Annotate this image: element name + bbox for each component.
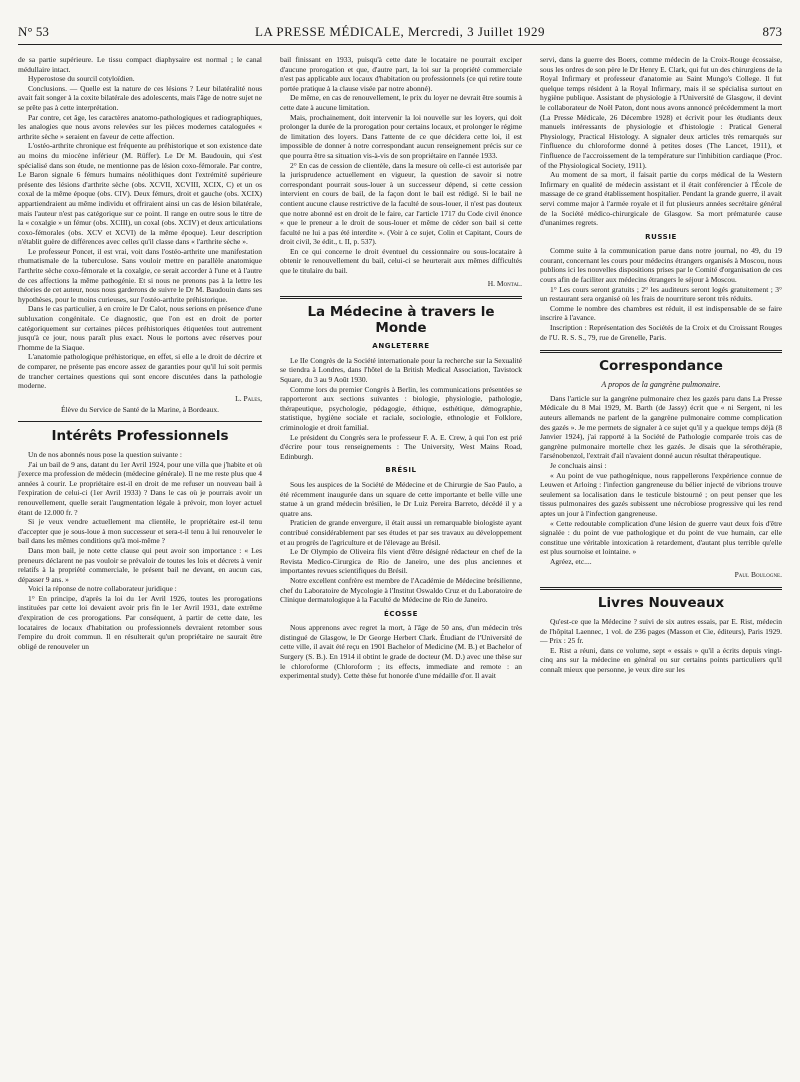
paragraph: L'anatomie pathologique préhistorique, en effet, si elle a le droit de décrire et de comparer, ne présente pas encore assez de garanties pour qu'il lui soit permis de trancher certaines questions qui sont encore discutées dans la pathologie moderne. (18, 352, 262, 391)
column-2 (280, 55, 522, 681)
country-heading-angleterre: ANGLETERRE (372, 342, 430, 351)
column-3 (540, 55, 782, 675)
paragraph: 1° En principe, d'après la loi du 1er Avril 1926, toutes les prorogations instituées par cette loi devaient avoir pris fin le 1er Avril 1931, date extrême d'expiration de ces prorogations. Par conséquent, à partir de cette date, les locataires de locaux d'habitation ou professionnels devraient retomber sous l'empire du droit commun. Il en résulterait qu'un propriétaire ne saurait être obligé de renouveler un (18, 593, 262, 651)
paragraph: Si je veux vendre actuellement ma clientèle, le propriétaire est-il tenu d'accepter que je sous-loue à mon successeur et sera-t-il tenu à lui renouveler le bail dans les mêmes conditions qu'à moi-même ? (18, 517, 262, 546)
paragraph: Le IIe Congrès de la Société internationale pour la recherche sur la Sexualité se tiendra à Londres, dans l'hôtel de la British Medical Association, Tavistock Square, du 3 au 9 Août 1930. (280, 355, 522, 385)
paragraph: Par contre, cet âge, les caractères anatomo-pathologiques et radiographiques, les analogies que nous avons relevées sur les pièces modernes cataloguées « arthrite sèche » seraient en faveur de cette affection. (18, 112, 262, 141)
paragraph: 2° En cas de cession de clientèle, dans la mesure où celle-ci est autorisée par la jurisprudence actuellement en vigueur, la question de savoir si notre correspondant pourrait sous-louer à un successeur dépend, si cette cession intervient en cours de bail, de la façon dont le bail est rédigé. Si le bail ne contient aucune clause restrictive de la faculté de sous-louer, il n'est pas douteux que notre abonné est en droit de le faire, car l'article 1717 du Code civil énonce « que le preneur a le droit de sous-louer et même de céder son bail si cette faculté ne lui a pas été interdite ». (Voir à ce sujet, Colin et Capitant, Cours de droit civil, 3e édit., t. II, p. 537). (280, 160, 522, 247)
section-title-interets: Intérêts Professionnels (51, 427, 229, 444)
paragraph: Qu'est-ce que la Médecine ? suivi de six autres essais, par E. Rist, médecin de l'hôpital Laennec, 1 vol. de 236 pages (Masson et Cie, éditeurs), Paris 1929. — Prix : 25 fr. (540, 617, 782, 646)
paragraph: servi, dans la guerre des Boers, comme médecin de la Croix-Rouge écossaise, sous les ordres de son père le Dr Henry E. Clark, qui fut un des chirurgiens de la Royal Infirmary et professeur d'anatomie au Saint Mungo's College. Il fut quelque temps résident à la Royal Infirmary, mais il se spécialisa surtout en hygiène publique. Assistant de physiologie à l'Université de Glasgow, il devint le collaborateur de Noël Paton, dont nous avons annoncé précédemment la mort (La Presse Médicale, 26 Décembre 1928) et écrivit pour les étudiants deux manuels intéressants de physiologie et d'histologie : Pratical General Physiology, Practical Histology. A signaler deux articles très remarqués sur l'influence du chloroforme donné à petites doses (The Lancet, 1911), et l'influence de l'accroissement de la température sur l'inhibition cardiaque (Proc. of the Physiological Society, 1911). (540, 55, 782, 170)
paragraph: L'ostéo-arthrite chronique est fréquente au préhistorique et son existence date au moins du miocène inférieur (M. Rüffer). Le Dr M. Baudouin, qui s'est spécialisé dans son étude, ne mentionne pas de lésion coxo-fémorale. Par contre, Le Baron signale 6 fémurs humains néolithiques dont l'extrémité supérieure présente des lésions d'arthrite sèche (obs. XCVII, XCVIII, XCIX, C) et un os coxal de la même époque (obs. CIV). Deux fémurs, droit et gauche (obs. XCIX) appartiendraient au même individu et offriraient ainsi un cas de lésion bilatérale, mais l'auteur n'est pas catégorique sur ce point. Il range en outre sous le titre de la « coxalgie » un fémur (obs. XCIII), un coxal (obs. XCIV) et deux articulations coxo-fémorales (obs. XCV et XCVI) de la même époque). Leur description n'établit guère de différences avec celles qu'il classe dans « l'arthrite sèche ». (18, 141, 262, 247)
author-signature: Paul Boulogne. (734, 569, 782, 579)
paragraph: Dans le cas particulier, à en croire le Dr Calot, nous serions en présence d'une subluxation congénitale. Ce diagnostic, que l'on est en droit de porter catégoriquement sur certaines pièces préhistoriques étiquetées tout autrement jusqu'à ce jour, nous paraît plus exact. Nous le portons avec réserves pour l'homme de la Siaque. (18, 304, 262, 352)
paragraph: Voici la réponse de notre collaborateur juridique : (28, 584, 177, 594)
page-number: 873 (762, 24, 782, 39)
paragraph: Comme suite à la communication parue dans notre journal, no 49, du 19 courant, concernant les cours pour médecins étrangers organisés à Moscou, nous publions ici les nouvelles dispositions prises par le Comité d'organisation de ces cours afin de faciliter aux médecins étrangers le séjour à Moscou. (540, 246, 782, 285)
paragraph: Comme le nombre des chambres est réduit, il est indispensable de se faire inscrire à l'avance. (540, 303, 782, 323)
paragraph: J'ai un bail de 9 ans, datant du 1er Avril 1924, pour une villa que j'habite et où j'exerce ma profession de médecin (médecine générale). Il ne me reste plus que 4 années à courir. Le propriétaire est-il en droit de me refuser un nouveau bail à l'expiration de celui-ci (1er Avril 1933) ? Dans le cas où je pourrais avoir un renouvellement, quelle serait l'augmentation légale à prévoir, mon loyer actuel étant de 12.000 fr. ? (18, 459, 262, 517)
paragraph: Agréez, etc.... (550, 556, 592, 566)
paragraph: Sous les auspices de la Société de Médecine et de Chirurgie de Sao Paulo, a été récemment inaugurée dans un square de cette importante et belle ville une statue à un grand médecin brésilien, le Dr Luiz Pereira Barreto, décédé il y a quatre ans. (280, 479, 522, 518)
paragraph: Hyperostose du sourcil cotyloïdien. (28, 74, 135, 84)
divider (18, 421, 262, 422)
paragraph: Mais, prochainement, doit intervenir la loi nouvelle sur les loyers, qui doit prolonger la durée de la prorogation pour certains locaux, et prolonger le régime de limitation des loyers. Dans l'attente de ce que décidera cette loi, il est impossible de donner à notre correspondant aucun renseignement précis sur ce que pourra être sa situation vis-à-vis de son propriétaire en l'année 1933. (280, 112, 522, 160)
paragraph: Nous apprenons avec regret la mort, à l'âge de 50 ans, d'un médecin très distingué de Glasgow, le Dr George Herbert Clark. Étudiant de l'Université de cette ville, il avait été reçu en 1901 Bachelor of Medicine (M. B.) et Bachelor of Surgery (S. B.). En 1914 il obtint le grade de docteur (M. D.) avec une thèse sur le chloroforme (Chloroform ; its effects, immediate and remote : an experimental study). Cette thèse fut honorée d'une médaille d'or. Il avait (280, 623, 522, 681)
paragraph: Inscription : Représentation des Sociétés de la Croix et du Croissant Rouges de l'U. R. S. S., 79, rue de Grenelle, Paris. (540, 323, 782, 342)
paragraph: En ce qui concerne le droit éventuel du cessionnaire ou sous-locataire à obtenir le renouvellement du bail, celui-ci se heurterait aux mêmes difficultés que le titulaire du bail. (280, 246, 522, 276)
paragraph: Le professeur Poncet, il est vrai, voit dans l'ostéo-arthrite une manifestation rhumatismale de la tuberculose. Sans vouloir mettre en parallèle anatomique l'arthrite sèche coxo-fémorale et la coxalgie, ce serait accorder à l'une et à l'autre de ces affections la même pathogénie. Et si nous ne prenons pas à la lettre les théories de cet auteur, nous nous garderons de suivre le Dr M. Baudouin dans ses hypothèses, pour le moins curieuses, sur l'ostéo-arthrite préhistorique. (18, 246, 262, 304)
author-affiliation: Élève du Service de Santé de la Marine, à Bordeaux. (60, 405, 220, 415)
country-heading-bresil: BRÉSIL (385, 466, 417, 475)
paragraph: Je concluais ainsi : (550, 460, 607, 470)
paragraph: Praticien de grande envergure, il était aussi un remarquable biologiste ayant contribué considérablement par ses études et par ses travaux au développement et au progrès de l'agriculture et de l'élevage au Brésil. (280, 518, 522, 547)
paragraph: Le Dr Olympio de Oliveira fils vient d'être désigné rédacteur en chef de la Revista Medico-Cirurgica de Rio de Janeiro, une des plus anciennes et importantes revues scientifiques du Brésil. (280, 547, 522, 576)
paragraph: de sa partie supérieure. Le tissu compact diaphysaire est normal ; le canal médullaire intact. (18, 55, 262, 74)
country-heading-russie: RUSSIE (645, 232, 677, 241)
paragraph: 1° Les cours seront gratuits ; 2° les auditeurs seront logés gratuitement ; 3° un restaurant sera organisé où les frais de nourriture seront très réduits. (540, 284, 782, 304)
paragraph: Notre excellent confrère est membre de l'Académie de Médecine brésilienne, chef du Laboratoire de Mycologie à l'Institut Oswaldo Cruz et du Laboratoire de Clinique dermatologique à la Faculté de Médecine de Rio de Janeiro. (280, 575, 522, 605)
section-title-medecine-monde: La Médecine à travers le Monde (307, 304, 495, 337)
paragraph: Comme lors du premier Congrès à Berlin, les communications présentées se rapporteront aux sections suivantes : biologie, physiologie, pathologie, thérapeutique, psychologie, pédagogie, éthique, esthétique, démographie, statistique, hygiène sociale et raciale, sociologie, ethnologie et Folklore, criminologie et droit familial. (280, 384, 522, 432)
paragraph: Dans mon bail, je note cette clause qui peut avoir son importance : « Les preneurs déclarent ne pas vouloir se prévaloir de toutes les lois et décrets à venir relatifs à la propriété commerciale, le présent bail ne devant, en aucun cas, dépasser 9 ans. » (18, 545, 262, 584)
author-signature: H. Montal. (487, 278, 522, 288)
section-title-correspondance: Correspondance (599, 358, 723, 375)
country-heading-ecosse: ÉCOSSE (383, 609, 419, 618)
paragraph: « Cette redoutable complication d'une lésion de guerre vaut deux fois d'être signalée : du point de vue pathologique et du point de vue humain, car elle constitue une véritable intoxication à retardement, d'autant plus terrible qu'elle est plus sournoise et lointaine. » (540, 518, 782, 557)
paragraph: Le président du Congrès sera le professeur F. A. E. Crew, à qui l'on est prié d'écrire pour tous renseignements : The University, West Mains Road, Edinburgh. (280, 432, 522, 461)
paragraph: « Au point de vue pathogénique, nous rappellerons l'expérience connue de Leuwen et Arloing : l'infection gangreneuse du bélier injecté de vibrions trouve seulement sa localisation dans le testicule bistourné ; on peut penser que les tissus pulmonaires des gazés subissent une nécrobiose progressive qui les rend aptes un jour à l'infection gangreneuse. (540, 470, 782, 518)
page-header (18, 24, 782, 45)
publication-title: LA PRESSE MÉDICALE, Mercredi, 3 Juillet 1929 (255, 24, 545, 39)
column-1 (18, 55, 262, 651)
paragraph: Dans l'article sur la gangrène pulmonaire chez les gazés paru dans La Presse Médicale du 8 Mai 1929, M. Barth (de Jassy) écrit que « ni Sergent, ni les auteurs allemands ne parlent de la gangrène pulmonaire comme complication des gazés ». Je me permets de signaler à ce sujet qu'il y a quelque temps déjà (8 Janvier 1924), j'ai rapporté à la Société de Pathologie comparée trois cas de gangrène pulmonaire mortelle chez les gazés. Je disais que la sérothérapie, l'arsénobenzol, l'extrait d'ail n'avaient donné aucun résultat thérapeutique. (540, 393, 782, 461)
paragraph: Au moment de sa mort, il faisait partie du corps médical de la Western Infirmary en qualité de médecin assistant et il était conférencier à l'École de massage de ce grand établissement hospitalier. Pendant la grande guerre, il avait servi comme major à l'armée royale et il fut plusieurs années secrétaire général de la Société médico-chirurgicale de Glasgow. Sa mort prématurée cause d'unanimes regrets. (540, 170, 782, 228)
issue-number: N° 53 (18, 24, 49, 39)
article-subtitle: A propos de la gangrène pulmonaire. (601, 380, 721, 390)
section-title-livres: Livres Nouveaux (597, 595, 725, 612)
paragraph: Conclusions. — Quelle est la nature de ces lésions ? Leur bilatéralité nous avait fait songer à la coxite bilatérale des adolescents, mais l'âge de notre sujet ne se prête pas à cette interprétation. (18, 83, 262, 112)
paragraph: E. Rist a réuni, dans ce volume, sept « essais » qu'il a écrits depuis vingt-cinq ans sur la médecine en général ou sur certains points particuliers qu'il connaît mieux que personne, je veux dire sur les (540, 645, 782, 675)
divider (280, 296, 522, 299)
paragraph: bail finissant en 1933, puisqu'à cette date le locataire ne pourrait exciper d'aucune prorogation et que, d'autre part, la loi sur la propriété commerciale n'est pas applicable aux locaux d'habitation ou professionnels (ce qui retire toute portée pratique à la clause visée par notre abonné). (280, 55, 522, 93)
paragraph: De même, en cas de renouvellement, le prix du loyer ne devrait être soumis à cette date à aucune limitation. (280, 93, 522, 112)
paragraph: Un de nos abonnés nous pose la question suivante : (28, 449, 182, 459)
divider (540, 587, 782, 590)
divider (540, 350, 782, 353)
author-signature: L. Pales, (235, 393, 262, 403)
